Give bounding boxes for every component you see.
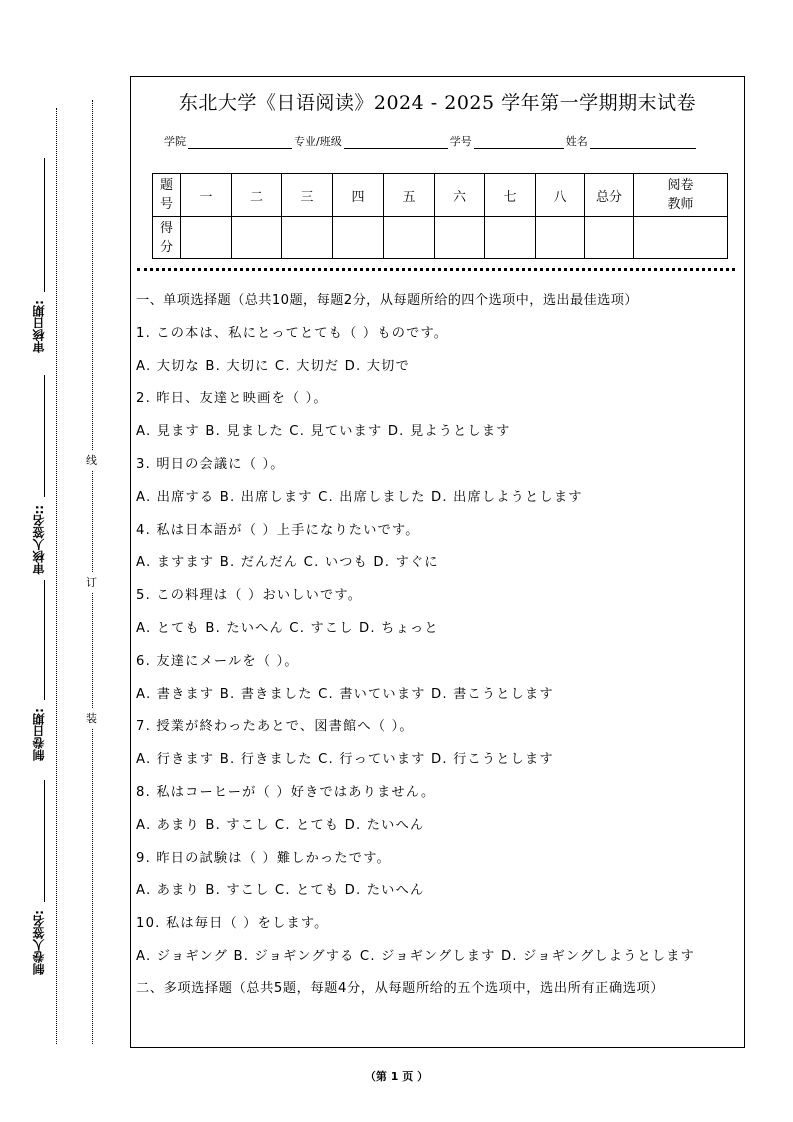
- outer-dotted-line: [56, 108, 57, 1044]
- question-options: A. 大切な B. 大切に C. 大切だ D. 大切で: [136, 358, 410, 374]
- reviewer-signature-blank: [44, 375, 45, 497]
- score-col-total: 总分: [585, 174, 634, 217]
- score-col-reviewer: 阅卷 教师: [634, 174, 728, 217]
- paper-date-blank: [44, 580, 45, 700]
- question-content: [136, 291, 742, 1011]
- score-col-3: 三: [282, 174, 333, 217]
- paper-date-label: 制卷日期:: [32, 708, 46, 761]
- question-options: A. あまり B. すこし C. とても D. たいへん: [136, 883, 425, 899]
- student-id-field[interactable]: [474, 136, 564, 149]
- page-title: 东北大学《日语阅读》2024 - 2025 学年第一学期期末试卷: [178, 92, 697, 114]
- score-cell[interactable]: [435, 217, 485, 259]
- question-text: 8. 私はコーヒーが（ ）好きではありません。: [136, 784, 436, 800]
- score-table-header-label: 题 号: [153, 174, 181, 217]
- score-cell[interactable]: [384, 217, 435, 259]
- major-label: 专业/班级: [294, 135, 342, 148]
- question-text: 6. 友達にメールを（ ）。: [136, 653, 299, 669]
- section2-heading: 二、多项选择题（总共5题，每题4分，从每题所给的五个选项中，选出所有正确选项）: [136, 980, 665, 996]
- score-cell[interactable]: [485, 217, 536, 259]
- question-options: A. とても B. たいへん C. すこし D. ちょっと: [136, 620, 439, 636]
- section1-heading: 一、单项选择题（总共10题，每题2分，从每题所给的四个选项中，选出最佳选项）: [136, 293, 638, 308]
- binding-mark-bind: 订: [86, 572, 97, 592]
- question-options: A. 行きます B. 行きました C. 行っています D. 行こうとします: [136, 752, 554, 768]
- question-text: 4. 私は日本語が（ ）上手になりたいです。: [136, 522, 420, 538]
- question-options: A. 書きます B. 書きました C. 書いています D. 書こうとします: [136, 686, 554, 702]
- question-options: A. ジョギング B. ジョギングする C. ジョギングします D. ジョギングしようとします: [136, 948, 696, 964]
- dotted-separator: [137, 268, 735, 271]
- college-field[interactable]: [188, 136, 292, 149]
- score-col-1: 一: [181, 174, 232, 217]
- name-field[interactable]: [590, 136, 696, 149]
- score-col-8: 八: [536, 174, 585, 217]
- question-options: A. あまり B. すこし C. とても D. たいへん: [136, 817, 425, 833]
- college-label: 学院: [164, 135, 186, 148]
- score-cell-total[interactable]: [585, 217, 634, 259]
- question-options: A. ますます B. だんだん C. いつも D. すぐに: [136, 555, 439, 571]
- student-info-row: [164, 133, 698, 149]
- score-table: [152, 173, 728, 259]
- question-text: 9. 昨日の試験は（ ）難しかったです。: [136, 850, 391, 866]
- score-cell[interactable]: [282, 217, 333, 259]
- paper-maker-signature-blank: [44, 780, 45, 902]
- page-number: （第 1 页 ）: [364, 1070, 429, 1083]
- question-text: 2. 昨日、友達と映画を（ ）。: [136, 391, 328, 407]
- major-field[interactable]: [344, 136, 448, 149]
- score-cell[interactable]: [181, 217, 232, 259]
- review-date-label: 审核日期:: [32, 300, 46, 353]
- exam-frame: [130, 76, 745, 1048]
- question-text: 7. 授業が終わったあとで、図書館へ（ ）。: [136, 719, 414, 735]
- question-text: 3. 明日の会議に（ ）。: [136, 456, 285, 472]
- review-date-blank: [44, 158, 45, 292]
- score-col-7: 七: [485, 174, 536, 217]
- score-col-5: 五: [384, 174, 435, 217]
- question-text: 1. この本は、私にとってとても（ ）ものです。: [136, 325, 449, 341]
- question-options: A. 見ます B. 見ました C. 見ています D. 見ようとします: [136, 424, 511, 440]
- question-options: A. 出席する B. 出席します C. 出席しました D. 出席しようとします: [136, 489, 583, 505]
- score-col-6: 六: [435, 174, 485, 217]
- paper-maker-signature-label: 制卷人签名:: [32, 910, 46, 975]
- binding-mark-pack: 装: [86, 708, 97, 728]
- score-row-label: 得 分: [153, 217, 181, 259]
- name-label: 姓名: [565, 135, 588, 148]
- binding-mark-line: 线: [86, 450, 97, 470]
- score-cell[interactable]: [536, 217, 585, 259]
- reviewer-signature-label: 审核人签名::: [32, 505, 46, 575]
- score-cell[interactable]: [232, 217, 282, 259]
- score-col-2: 二: [232, 174, 282, 217]
- score-cell[interactable]: [333, 217, 384, 259]
- score-col-4: 四: [333, 174, 384, 217]
- score-cell-reviewer[interactable]: [634, 217, 728, 259]
- question-text: 5. この料理は（ ）おいしいです。: [136, 588, 363, 604]
- question-text: 10. 私は毎日（ ）をします。: [136, 916, 329, 932]
- student-id-label: 学号: [449, 135, 472, 148]
